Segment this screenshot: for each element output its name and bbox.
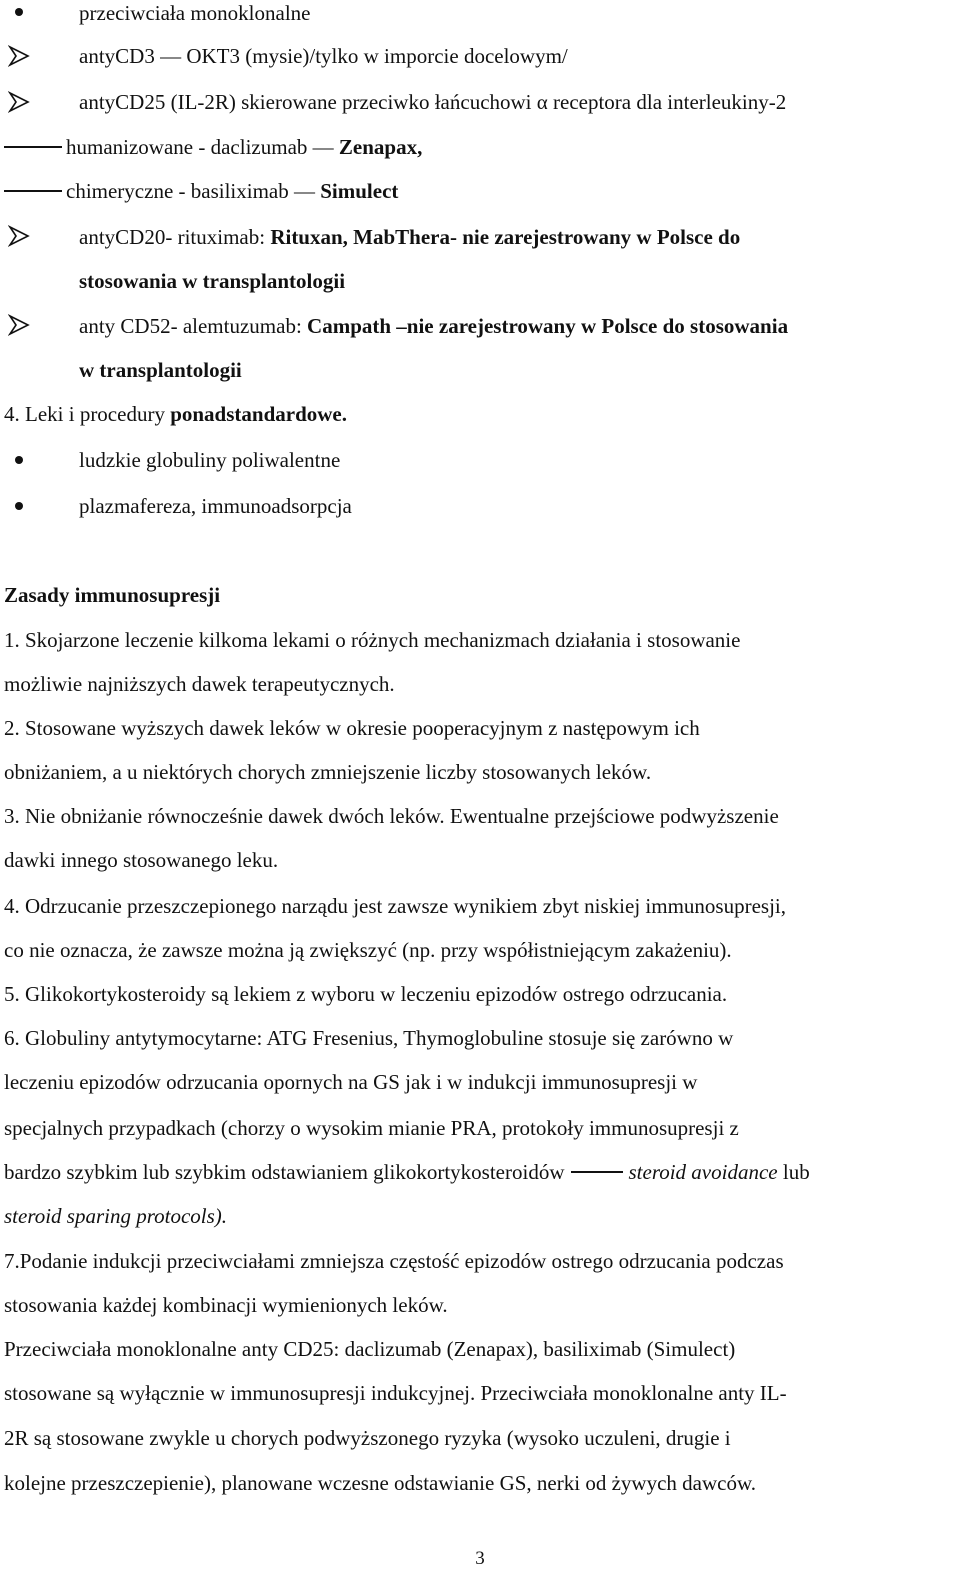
paragraph-line: kolejne przeszczepienie), planowane wczesne odstawianie GS, nerki od żywych dawców. <box>4 1471 757 1495</box>
paragraph-line: 3. Nie obniżanie równocześnie dawek dwóch leków. Ewentualne przejściowe podwyższenie <box>4 804 779 828</box>
list-item: antyCD25 (IL-2R) skierowane przeciwko łańcuchowi α receptora dla interleukiny-2 <box>79 90 787 114</box>
paragraph-line: leczeniu epizodów odrzucania opornych na GS jak i w indukcji immunosupresji w <box>4 1070 698 1094</box>
section-heading: Zasady immunosupresji <box>4 583 221 607</box>
section-heading: 4. Leki i procedury ponadstandardowe. <box>4 402 348 426</box>
arrow-bullet-icon <box>8 225 30 247</box>
dash-bullet-icon <box>4 190 62 192</box>
paragraph-line: 2. Stosowane wyższych dawek leków w okresie pooperacyjnym z następowym ich <box>4 716 700 740</box>
paragraph-line: dawki innego stosowanego leku. <box>4 848 279 872</box>
paragraph-line: co nie oznacza, że zawsze można ją zwiększyć (np. przy współistniejącym zakażeniu). <box>4 938 732 962</box>
list-item: przeciwciała monoklonalne <box>79 1 311 25</box>
bullet-dot-icon <box>15 8 23 16</box>
paragraph-line: 7.Podanie indukcji przeciwciałami zmniejsza częstość epizodów ostrego odrzucania podczas <box>4 1249 784 1273</box>
paragraph-line: bardzo szybkim lub szybkim odstawianiem glikokortykosteroidów steroid avoidance lub <box>4 1160 810 1184</box>
arrow-bullet-icon <box>8 91 30 113</box>
list-item: plazmafereza, immunoadsorpcja <box>79 494 352 518</box>
list-item: humanizowane - daclizumab — Zenapax, <box>4 134 422 160</box>
paragraph-line: 4. Odrzucanie przeszczepionego narządu jest zawsze wynikiem zbyt niskiej immunosupresji, <box>4 894 786 918</box>
list-item: anty CD52- alemtuzumab: Campath –nie zarejestrowany w Polsce do stosowania <box>79 314 789 338</box>
list-item-continuation: w transplantologii <box>79 358 242 382</box>
paragraph-line: Przeciwciała monoklonalne anty CD25: daclizumab (Zenapax), basiliximab (Simulect) <box>4 1337 736 1361</box>
paragraph-line: obniżaniem, a u niektórych chorych zmniejszenie liczby stosowanych leków. <box>4 760 652 784</box>
bullet-dot-icon <box>15 502 23 510</box>
arrow-bullet-icon <box>8 314 30 336</box>
paragraph-line: steroid sparing protocols). <box>4 1204 228 1228</box>
paragraph-line: stosowane są wyłącznie w immunosupresji indukcyjnej. Przeciwciała monoklonalne anty IL- <box>4 1381 787 1405</box>
list-item: antyCD3 — OKT3 (mysie)/tylko w imporcie docelowym/ <box>79 44 568 68</box>
arrow-bullet-icon <box>8 45 30 67</box>
paragraph-line: możliwie najniższych dawek terapeutycznych. <box>4 672 395 696</box>
list-item: ludzkie globuliny poliwalentne <box>79 448 341 472</box>
paragraph-line: 6. Globuliny antytymocytarne: ATG Fresenius, Thymoglobuline stosuje się zarówno w <box>4 1026 734 1050</box>
page-number: 3 <box>475 1548 485 1569</box>
bullet-dot-icon <box>15 456 23 464</box>
list-item-continuation: stosowania w transplantologii <box>79 269 346 293</box>
paragraph-line: 5. Glikokortykosteroidy są lekiem z wyboru w leczeniu epizodów ostrego odrzucania. <box>4 982 728 1006</box>
list-item: chimeryczne - basiliximab — Simulect <box>4 178 398 204</box>
paragraph-line: specjalnych przypadkach (chorzy o wysokim mianie PRA, protokoły immunosupresji z <box>4 1116 739 1140</box>
dash-separator-icon <box>571 1171 623 1173</box>
dash-bullet-icon <box>4 146 62 148</box>
list-item: antyCD20- rituximab: Rituxan, MabThera- nie zarejestrowany w Polsce do <box>79 225 741 249</box>
paragraph-line: stosowania każdej kombinacji wymienionych leków. <box>4 1293 448 1317</box>
paragraph-line: 2R są stosowane zwykle u chorych podwyższonego ryzyka (wysoko uczuleni, drugie i <box>4 1426 731 1450</box>
paragraph-line: 1. Skojarzone leczenie kilkoma lekami o różnych mechanizmach działania i stosowanie <box>4 628 741 652</box>
